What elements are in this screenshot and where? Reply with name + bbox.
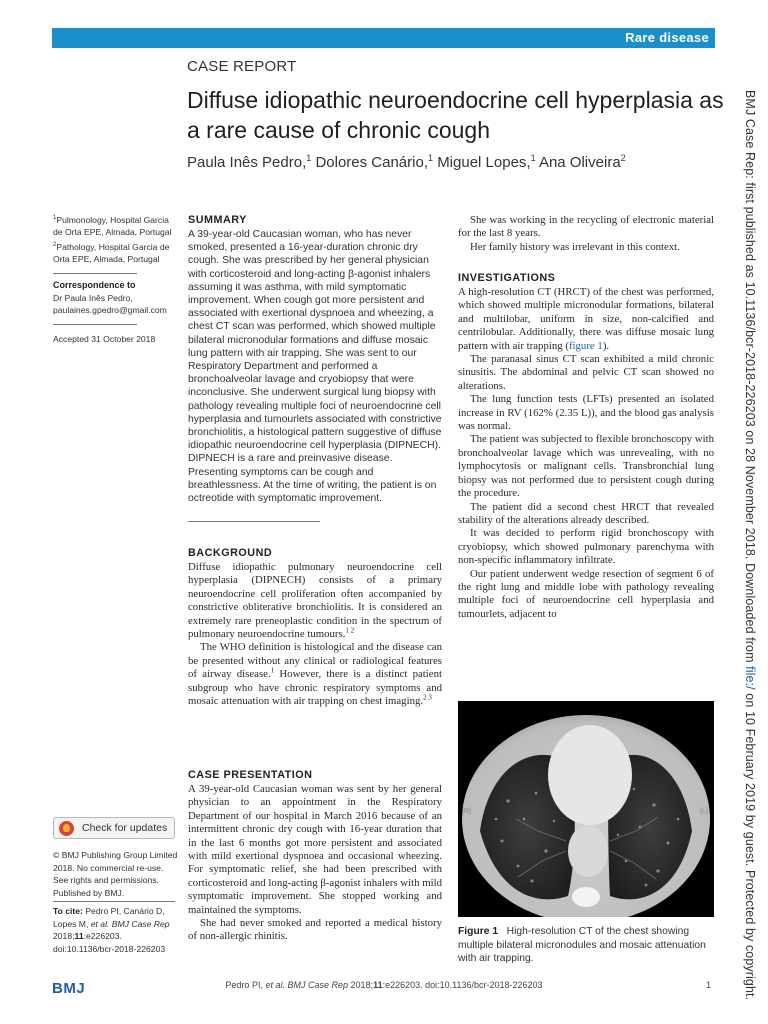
affiliation-number: 2: [53, 241, 57, 248]
figure-1-caption: [458, 925, 714, 966]
author-affiliation-ref: 1: [306, 153, 312, 163]
crossmark-icon: [59, 821, 74, 836]
ct-spine: [572, 887, 600, 907]
sidebar-divider: [53, 273, 137, 274]
sidebar-divider: [53, 901, 175, 902]
case-paragraph: She was working in the recycling of electronic material for the last 8 years.: [458, 214, 714, 240]
affiliation-text: Pulmonology, Hospital Garcia de Orta EPE, Almada, Portugal: [53, 214, 172, 238]
investigation-paragraph: The patient was subjected to flexible bronchoscopy with bronchoalveolar lavage which was unrevealing, with no lymphocytosis or malignant cells. Transbronchial lung biopsy was not performed due to persistent cough during the procedure.: [458, 433, 714, 500]
summary-heading: SUMMARY: [188, 214, 247, 226]
investigations-heading: INVESTIGATIONS: [458, 272, 556, 284]
article-title: Diffuse idiopathic neuroendocrine cell hyperplasia as a rare cause of chronic cough: [187, 87, 724, 143]
bmj-logo: BMJ: [52, 980, 86, 997]
figure-label: Figure 1: [458, 926, 499, 937]
check-for-updates-button[interactable]: [53, 817, 175, 839]
to-cite-volume: 11: [74, 931, 84, 941]
background-paragraph-cont: However, there is a distinct patient subgroup who have chronic respiratory symptoms and mosaic attenuation with air trapping on chest imaging.: [188, 668, 442, 708]
footer-citation: [0, 980, 768, 990]
affiliation-item: [53, 212, 175, 239]
affiliation-text: Pathology, Hospital Garcia de Orta EPE, Almada, Portugal: [53, 241, 170, 265]
ct-left-marker: [L]: [700, 808, 708, 815]
to-cite-block: [53, 905, 178, 955]
footer-journal: BMJ Case Rep: [287, 980, 349, 990]
ct-right-marker: [R]: [462, 808, 471, 815]
footer-authors: Pedro PI,: [225, 980, 263, 990]
ct-heart: [548, 725, 632, 825]
investigation-paragraph: The paranasal sinus CT scan exhibited a mild chronic sinusitis. The abdominal and pelvic CT scan showed no alterations.: [458, 353, 714, 392]
page-number: 1: [706, 980, 712, 990]
vertical-note-text: BMJ Case Rep: first published as 10.1136/bcr-2018-226203 on 28 November 2018. Downloaded from: [743, 90, 757, 667]
footer-etal: et al.: [265, 980, 285, 990]
investigation-paragraph: A high-resolution CT (HRCT) of the chest was performed, which showed multiple micronodular formations, bilateral and multilobar, uniform in size, non-calcified and centrilobular. Additionally, there was diffuse mosaic lung pattern with air trapping (: [458, 286, 714, 352]
category-banner: [52, 28, 715, 48]
author-name[interactable]: Paula Inês Pedro,: [187, 154, 307, 171]
author-affiliation-ref: 2: [620, 153, 626, 163]
case-presentation-text: [188, 783, 442, 944]
author-name[interactable]: Dolores Canário,: [315, 154, 428, 171]
investigation-paragraph: It was decided to perform rigid bronchoscopy with cryobiopsy, which showed pulmonary parenchyma with non-specific inflammatory infiltrate.: [458, 527, 714, 567]
summary-divider: [188, 521, 320, 522]
ct-mediastinum: [568, 825, 608, 877]
figure-caption-text: High-resolution CT of the chest showing multiple bilateral micronodules and mosaic attenuation with air trapping.: [458, 926, 706, 964]
to-cite-journal: BMJ Case Rep: [111, 918, 170, 929]
case-paragraph: A 39-year-old Caucasian woman was sent by her general physician to an appointment in the Respiratory Department of our hospital in March 2016 because of an intermittent chronic dry cough with 16-year duration that in the last 6 months got more persistent and associated with mild exertional dyspnoea and occasional wheezing. For symptomatic relief, she had been prescribed with corticosteroid and long-acting β-agonist inhalers with mild symptomatic improvement. She stopped working and maintained the symptoms.: [188, 783, 442, 916]
check-for-updates-label: Check for updates: [82, 822, 168, 834]
investigation-paragraph: The lung function tests (LFTs) presented an isolated increase in RV (162% (2.35 L)), and the blood gas analysis was normal.: [458, 393, 714, 433]
author-name[interactable]: Miguel Lopes,: [437, 154, 531, 171]
correspondence-name: Dr Paula Inês Pedro,: [53, 292, 133, 303]
investigation-paragraph: Our patient underwent wedge resection of segment 6 of the right lung and middle lobe with pathology revealing multiple foci of neuroendocrine cell hyperplasia and tumourlets, adjacent to: [458, 567, 714, 620]
correspondence-email[interactable]: paulaines.gpedro@gmail.com: [53, 305, 167, 315]
affiliations: [53, 212, 175, 266]
accepted-date: Accepted 31 October 2018: [53, 334, 156, 344]
reference-marker[interactable]: 1: [270, 666, 275, 675]
sidebar-divider: [53, 324, 137, 325]
vertical-note-text: on 10 February 2019 by guest. Protected by copyright.: [743, 689, 757, 1001]
background-paragraph: Diffuse idiopathic pulmonary neuroendocrine cell hyperplasia (DIPNECH) consists of a primary neuroendocrine cell proliferation often accompanied by constrictive obliterative bronchiolitis. It is considered an extremely rare preneoplastic condition in the spectrum of pulmonary neuroendocrine tumours.: [188, 561, 442, 641]
case-presentation-heading: CASE PRESENTATION: [188, 769, 313, 781]
reference-marker[interactable]: 2 3: [423, 693, 432, 702]
author-list: [187, 153, 707, 171]
background-heading: BACKGROUND: [188, 547, 273, 559]
author-affiliation-ref: 1: [530, 153, 536, 163]
summary-text: A 39-year-old Caucasian woman, who has never smoked, presented a 16-year-duration chronic dry cough. She was prescribed by her general physician with corticosteroid and long-acting β-agonist inhalers assuming it was asthma, with mild symptomatic improvement. When cough got more persistent and associated with exertional dyspnoea and wheezing, a chest CT scan was performed, which showed multiple bilateral micronodular formations and diffuse mosaic lung pattern with air trapping. She was sent to our Respiratory Department and performed a bronchoalveolar lavage and cryobiopsy that were inconclusive. She underwent surgical lung biopsy with pathology revealing multiple foci of neuroendocrine cell hyperplasia and tumourlets associated with constrictive bronchiolitis, a histological pattern suggestive of diffuse idiopathic neuroendocrine cell hyperplasia (DIPNECH). DIPNECH is a rare and preinvasive disease. Presenting symptoms can be cough and breathlessness. At the time of writing, the patient is on octreotide with symptomatic improvement.: [188, 229, 442, 505]
to-cite-label: To cite:: [53, 906, 83, 916]
affiliation-number: 1: [53, 215, 57, 221]
case-paragraph: She had never smoked and reported a medical history of non-allergic rhinitis.: [188, 917, 442, 943]
author-affiliation-ref: 1: [428, 153, 434, 163]
reference-marker[interactable]: 1 2: [345, 626, 355, 635]
author-name[interactable]: Ana Oliveira: [538, 154, 621, 171]
category-label: Rare disease: [625, 30, 709, 45]
figure-link[interactable]: figure 1: [568, 339, 603, 352]
copyright-notice: © BMJ Publishing Group Limited 2018. No commercial re-use. See rights and permissions. Published by BMJ.: [53, 850, 178, 898]
to-cite-etal: et al.: [90, 918, 110, 929]
affiliation-item: [53, 239, 175, 266]
investigation-paragraph-end: ).: [602, 339, 610, 352]
article-type: CASE REPORT: [187, 58, 297, 75]
background-text: [188, 561, 442, 708]
vertical-download-note: [743, 90, 757, 1000]
to-cite-year: 2018;: [53, 931, 75, 941]
ct-scan-graphic: [458, 701, 714, 917]
correspondence-label: Correspondence to: [53, 280, 136, 290]
right-column-intro: [458, 214, 714, 254]
investigation-paragraph: The patient did a second chest HRCT that revealed stability of the alterations already described.: [458, 500, 714, 526]
to-cite-authors: Pedro PI, Canário D, Lopes M,: [53, 906, 165, 929]
to-cite-doi: :e226203. doi:10.1136/bcr-2018-226203: [53, 931, 166, 954]
investigations-text: [458, 286, 714, 621]
figure-1-image: [458, 701, 714, 917]
vertical-note-link[interactable]: file:/: [743, 666, 757, 690]
footer-volume: 11: [373, 980, 383, 990]
footer-year: 2018;: [350, 980, 374, 990]
correspondence: [53, 279, 178, 317]
footer-doi: :e226203. doi:10.1136/bcr-2018-226203: [382, 980, 543, 990]
background-paragraph: The WHO definition is histological and the disease can be presented without any clinical or radiological features of airway disease.: [188, 641, 442, 681]
case-paragraph: Her family history was irrelevant in this context.: [470, 240, 680, 253]
